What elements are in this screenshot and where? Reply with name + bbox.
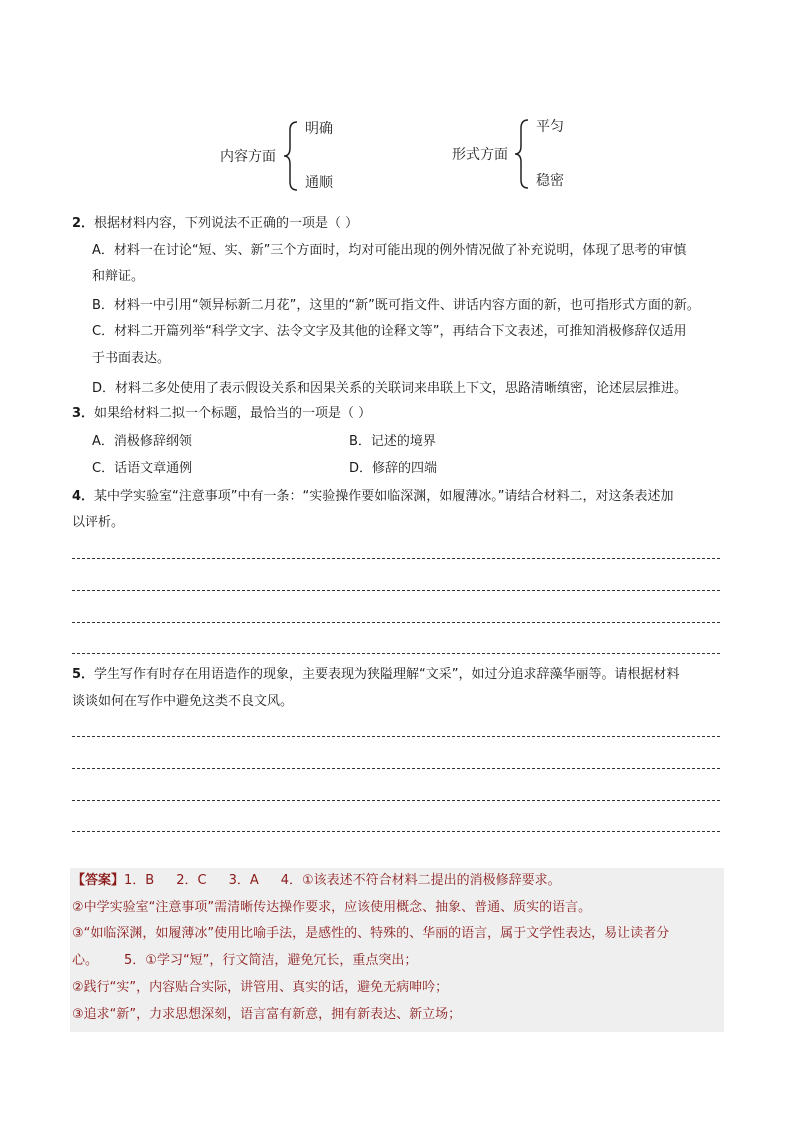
- diagram-item-clear: 明确: [305, 121, 333, 137]
- answer-line-1: [72, 868, 722, 894]
- diagram-item-fluent: 通顺: [305, 175, 333, 191]
- question-number: 5．: [72, 667, 95, 682]
- question-text: 如果给材料二拟一个标题，最恰当的一项是（ ）: [94, 406, 372, 421]
- question-text: 某中学实验室“注意事项”中有一条：“实验操作要如临深渊，如履薄冰。”请结合材料二，对这条表述加: [94, 489, 674, 504]
- diagram-label-form: 形式方面: [452, 147, 508, 163]
- question-2-option-b: B．材料一中引用“领异标新二月花”，这里的“新”既可指文件、讲话内容方面的新，也可指形式方面的新。: [92, 298, 700, 313]
- question-3-option-b: B．记述的境界: [349, 434, 436, 449]
- question-2-option-a-line1: A．材料一在讨论“短、实、新”三个方面时，均对可能出现的例外情况做了补充说明，体现了思考的审慎: [92, 243, 687, 258]
- question-2-option-d: D．材料二多处使用了表示假设关系和因果关系的关联词来串联上下文，思路清晰缜密，论述层层推进。: [92, 381, 688, 396]
- answer-blank-line[interactable]: [72, 768, 720, 769]
- question-4-stem-line2: 以评析。: [72, 515, 125, 530]
- answer-blank-line[interactable]: [72, 590, 720, 591]
- answer-4: 4．①该表述不符合材料二提出的消极修辞要求。: [280, 873, 561, 888]
- question-2-option-c-line2: 于书面表达。: [92, 351, 171, 366]
- question-number: 4．: [72, 489, 95, 504]
- answer-5: 5．①学习“短”，行文简洁，避免冗长，重点突出；: [124, 953, 418, 968]
- question-3-option-a: A．消极修辞纲领: [92, 434, 192, 449]
- diagram-item-stable: 稳密: [536, 173, 564, 189]
- answer-blank-line[interactable]: [72, 653, 720, 654]
- question-number: 2．: [72, 216, 95, 231]
- answer-blank-line[interactable]: [72, 736, 720, 737]
- answer-line-5: ②践行“实”，内容贴合实际，讲管用、真实的话，避免无病呻吟；: [72, 980, 449, 995]
- question-3-option-c: C．话语文章通例: [92, 461, 193, 476]
- answer-blank-line[interactable]: [72, 800, 720, 801]
- content-form-diagram: [0, 108, 794, 198]
- question-4-stem: [72, 483, 724, 511]
- right-brace-icon: [514, 118, 530, 190]
- answer-blank-line[interactable]: [72, 558, 720, 559]
- question-5-stem-line2: 谈谈如何在写作中避免这类不良文风。: [72, 694, 294, 709]
- answer-line-4: [72, 948, 722, 974]
- question-3-option-d: D．修辞的四端: [349, 461, 438, 476]
- answer-tag: 【答案】: [72, 873, 125, 888]
- answer-line-2: ②中学实验室“注意事项”需清晰传达操作要求，应该使用概念、抽象、普通、质实的语言。: [72, 900, 592, 915]
- question-3-stem: [72, 400, 724, 428]
- diagram-label-content: 内容方面: [220, 149, 276, 165]
- answer-blank-line[interactable]: [72, 622, 720, 623]
- left-brace-icon: [283, 120, 299, 192]
- answer-line-6: ③追求“新”，力求思想深刻，语言富有新意，拥有新表达、新立场；: [72, 1007, 462, 1022]
- answer-2: 2．C: [176, 873, 207, 888]
- answer-text: 心。: [72, 953, 99, 968]
- diagram-item-even: 平匀: [536, 119, 564, 135]
- question-5-stem: [72, 661, 724, 689]
- question-2-option-c-line1: C．材料二开篇列举“科学文字、法令文字及其他的诠释文等”，再结合下文表述，可推知消极修辞仅适用: [92, 324, 687, 339]
- answer-1: 1．B: [124, 873, 155, 888]
- answer-3: 3．A: [228, 873, 259, 888]
- question-text: 根据材料内容，下列说法不正确的一项是（ ）: [94, 216, 359, 231]
- answer-line-3: ③“如临深渊，如履薄冰”使用比喻手法，是感性的、特殊的、华丽的语言，属于文学性表达，易让读者分: [72, 926, 670, 941]
- question-2-stem: [72, 210, 724, 238]
- question-2-option-a-line2: 和辩证。: [92, 269, 145, 284]
- question-number: 3．: [72, 406, 95, 421]
- answer-blank-line[interactable]: [72, 831, 720, 832]
- question-text: 学生写作有时存在用语造作的现象，主要表现为狭隘理解“文采”，如过分追求辞藻华丽等。请根据材料: [94, 667, 680, 682]
